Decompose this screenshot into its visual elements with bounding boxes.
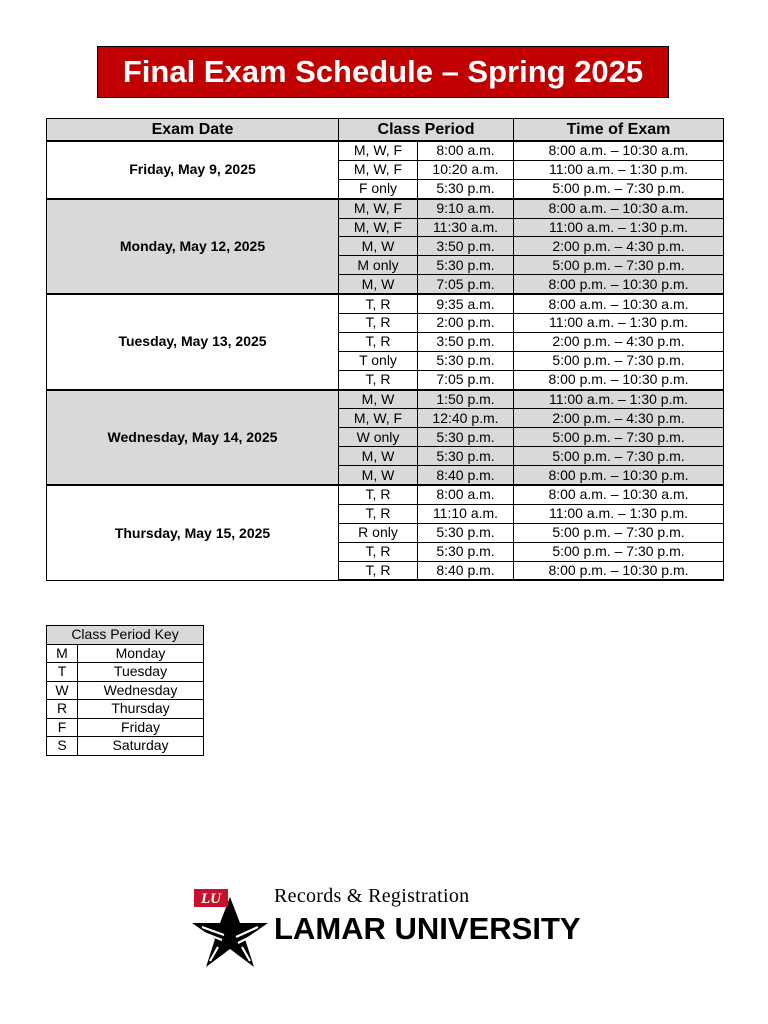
exam-time-cell: 2:00 p.m. – 4:30 p.m. bbox=[514, 409, 724, 428]
class-days-cell: M, W, F bbox=[339, 141, 418, 160]
class-start-cell: 1:50 p.m. bbox=[418, 390, 514, 409]
class-days-cell: T, R bbox=[339, 332, 418, 351]
exam-time-cell: 8:00 p.m. – 10:30 p.m. bbox=[514, 275, 724, 294]
key-row bbox=[47, 681, 204, 700]
class-days-cell: R only bbox=[339, 523, 418, 542]
exam-time-cell: 5:00 p.m. – 7:30 p.m. bbox=[514, 542, 724, 561]
exam-time-cell: 5:00 p.m. – 7:30 p.m. bbox=[514, 428, 724, 447]
key-title: Class Period Key bbox=[47, 626, 204, 645]
class-start-cell: 9:10 a.m. bbox=[418, 199, 514, 218]
exam-date-cell: Monday, May 12, 2025 bbox=[47, 199, 339, 294]
key-day: Wednesday bbox=[78, 681, 204, 700]
class-days-cell: M, W, F bbox=[339, 199, 418, 218]
class-days-cell: M, W, F bbox=[339, 160, 418, 179]
key-code: R bbox=[47, 700, 78, 719]
key-row bbox=[47, 737, 204, 756]
class-days-cell: M only bbox=[339, 256, 418, 275]
class-start-cell: 9:35 a.m. bbox=[418, 294, 514, 313]
exam-time-cell: 11:00 a.m. – 1:30 p.m. bbox=[514, 160, 724, 179]
class-start-cell: 8:00 a.m. bbox=[418, 485, 514, 504]
lamar-university-logo bbox=[188, 885, 588, 975]
class-start-cell: 8:40 p.m. bbox=[418, 561, 514, 580]
table-header-row bbox=[47, 119, 724, 142]
exam-date-cell: Thursday, May 15, 2025 bbox=[47, 485, 339, 580]
class-days-cell: T, R bbox=[339, 504, 418, 523]
class-days-cell: T, R bbox=[339, 542, 418, 561]
class-days-cell: M, W bbox=[339, 390, 418, 409]
exam-time-cell: 8:00 a.m. – 10:30 a.m. bbox=[514, 141, 724, 160]
class-days-cell: T, R bbox=[339, 370, 418, 389]
class-start-cell: 7:05 p.m. bbox=[418, 370, 514, 389]
table-row bbox=[47, 141, 724, 160]
class-start-cell: 5:30 p.m. bbox=[418, 523, 514, 542]
exam-time-cell: 11:00 a.m. – 1:30 p.m. bbox=[514, 218, 724, 237]
key-row bbox=[47, 700, 204, 719]
class-start-cell: 3:50 p.m. bbox=[418, 332, 514, 351]
class-period-key-table bbox=[46, 625, 204, 756]
class-start-cell: 5:30 p.m. bbox=[418, 351, 514, 370]
class-days-cell: F only bbox=[339, 179, 418, 198]
exam-time-cell: 11:00 a.m. – 1:30 p.m. bbox=[514, 504, 724, 523]
class-days-cell: M, W bbox=[339, 237, 418, 256]
exam-time-cell: 8:00 a.m. – 10:30 a.m. bbox=[514, 199, 724, 218]
key-code: T bbox=[47, 663, 78, 682]
page-title: Final Exam Schedule – Spring 2025 bbox=[97, 46, 669, 98]
class-start-cell: 12:40 p.m. bbox=[418, 409, 514, 428]
exam-date-cell: Tuesday, May 13, 2025 bbox=[47, 294, 339, 389]
class-start-cell: 5:30 p.m. bbox=[418, 428, 514, 447]
exam-time-cell: 8:00 p.m. – 10:30 p.m. bbox=[514, 370, 724, 389]
key-day: Monday bbox=[78, 644, 204, 663]
lamar-star-logo-icon bbox=[188, 887, 272, 973]
class-days-cell: T, R bbox=[339, 485, 418, 504]
exam-schedule-table bbox=[46, 118, 724, 581]
exam-time-cell: 8:00 p.m. – 10:30 p.m. bbox=[514, 466, 724, 485]
class-start-cell: 5:30 p.m. bbox=[418, 256, 514, 275]
table-row bbox=[47, 390, 724, 409]
exam-time-cell: 5:00 p.m. – 7:30 p.m. bbox=[514, 447, 724, 466]
key-day: Tuesday bbox=[78, 663, 204, 682]
table-row bbox=[47, 199, 724, 218]
exam-time-cell: 2:00 p.m. – 4:30 p.m. bbox=[514, 332, 724, 351]
key-row bbox=[47, 663, 204, 682]
class-start-cell: 8:40 p.m. bbox=[418, 466, 514, 485]
table-row bbox=[47, 294, 724, 313]
class-start-cell: 10:20 a.m. bbox=[418, 160, 514, 179]
exam-time-cell: 8:00 a.m. – 10:30 a.m. bbox=[514, 485, 724, 504]
class-start-cell: 5:30 p.m. bbox=[418, 447, 514, 466]
exam-time-cell: 5:00 p.m. – 7:30 p.m. bbox=[514, 179, 724, 198]
class-start-cell: 11:30 a.m. bbox=[418, 218, 514, 237]
exam-time-cell: 2:00 p.m. – 4:30 p.m. bbox=[514, 237, 724, 256]
class-start-cell: 2:00 p.m. bbox=[418, 314, 514, 333]
exam-date-cell: Wednesday, May 14, 2025 bbox=[47, 390, 339, 485]
exam-time-cell: 8:00 p.m. – 10:30 p.m. bbox=[514, 561, 724, 580]
exam-date-cell: Friday, May 9, 2025 bbox=[47, 141, 339, 199]
key-day: Friday bbox=[78, 718, 204, 737]
class-days-cell: M, W bbox=[339, 275, 418, 294]
class-days-cell: M, W, F bbox=[339, 409, 418, 428]
class-period-header: Class Period bbox=[339, 119, 514, 142]
class-days-cell: T, R bbox=[339, 294, 418, 313]
key-code: S bbox=[47, 737, 78, 756]
exam-time-cell: 5:00 p.m. – 7:30 p.m. bbox=[514, 523, 724, 542]
class-start-cell: 7:05 p.m. bbox=[418, 275, 514, 294]
exam-time-cell: 5:00 p.m. – 7:30 p.m. bbox=[514, 351, 724, 370]
key-day: Saturday bbox=[78, 737, 204, 756]
class-days-cell: M, W bbox=[339, 466, 418, 485]
class-days-cell: W only bbox=[339, 428, 418, 447]
time-of-exam-header: Time of Exam bbox=[514, 119, 724, 142]
logo-subtitle: Records & Registration bbox=[274, 885, 470, 907]
class-start-cell: 5:30 p.m. bbox=[418, 542, 514, 561]
table-row bbox=[47, 485, 724, 504]
logo-university-name: LAMAR UNIVERSITY bbox=[274, 911, 581, 946]
svg-text:LU: LU bbox=[201, 891, 221, 907]
key-code: W bbox=[47, 681, 78, 700]
class-start-cell: 3:50 p.m. bbox=[418, 237, 514, 256]
class-days-cell: M, W, F bbox=[339, 218, 418, 237]
exam-date-header: Exam Date bbox=[47, 119, 339, 142]
class-days-cell: T, R bbox=[339, 314, 418, 333]
key-day: Thursday bbox=[78, 700, 204, 719]
exam-time-cell: 11:00 a.m. – 1:30 p.m. bbox=[514, 390, 724, 409]
key-row bbox=[47, 644, 204, 663]
class-days-cell: T, R bbox=[339, 561, 418, 580]
class-days-cell: T only bbox=[339, 351, 418, 370]
exam-time-cell: 5:00 p.m. – 7:30 p.m. bbox=[514, 256, 724, 275]
class-days-cell: M, W bbox=[339, 447, 418, 466]
key-code: M bbox=[47, 644, 78, 663]
exam-time-cell: 11:00 a.m. – 1:30 p.m. bbox=[514, 314, 724, 333]
class-start-cell: 8:00 a.m. bbox=[418, 141, 514, 160]
class-start-cell: 11:10 a.m. bbox=[418, 504, 514, 523]
exam-time-cell: 8:00 a.m. – 10:30 a.m. bbox=[514, 294, 724, 313]
key-code: F bbox=[47, 718, 78, 737]
key-row bbox=[47, 718, 204, 737]
class-start-cell: 5:30 p.m. bbox=[418, 179, 514, 198]
